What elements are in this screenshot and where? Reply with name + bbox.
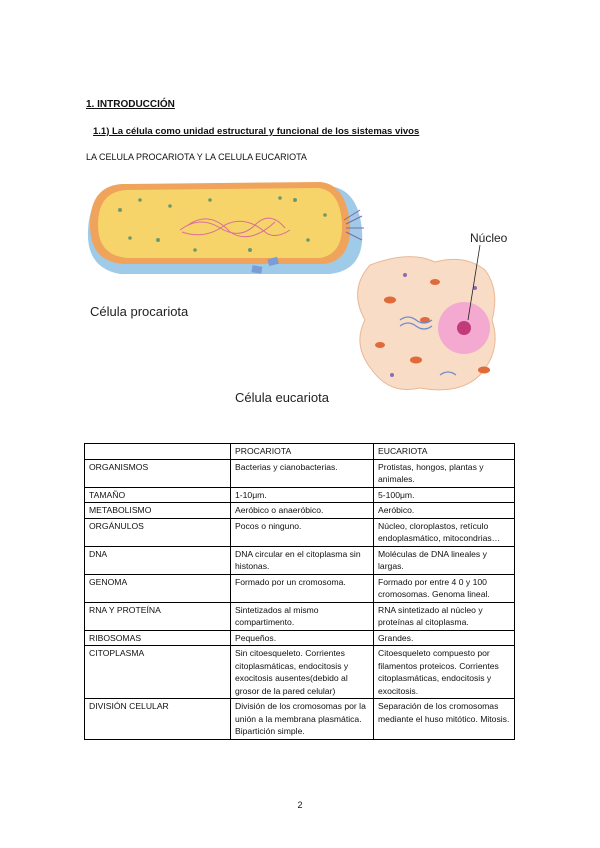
nucleus-label: Núcleo (470, 231, 508, 245)
page-number: 2 (297, 800, 303, 810)
comparison-table (84, 443, 515, 740)
table-cell: Formado por entre 4 0 y 100 cromosomas. Genoma lineal. (374, 574, 515, 602)
table-cell: Protistas, hongos, plantas y animales. (374, 459, 515, 487)
table-cell: GENOMA (85, 574, 231, 602)
table-row (85, 699, 515, 740)
table-row (85, 630, 515, 646)
table-cell: ORGÁNULOS (85, 518, 231, 546)
table-cell: 5-100μm. (374, 487, 515, 503)
table-cell: Separación de los cromosomas mediante el huso mitótico. Mitosis. (374, 699, 515, 740)
table-cell: Aeróbico o anaeróbico. (231, 503, 374, 519)
table-cell: DIVISIÓN CELULAR (85, 699, 231, 740)
table-cell: CITOPLASMA (85, 646, 231, 699)
table-row (85, 602, 515, 630)
table-cell: RNA Y PROTEÍNA (85, 602, 231, 630)
table-cell: Pocos o ninguno. (231, 518, 374, 546)
table-header-cell: PROCARIOTA (231, 444, 374, 460)
comparison-table-body (85, 444, 515, 740)
table-header-row (85, 444, 515, 460)
table-cell: Citoesqueleto compuesto por filamentos proteicos. Corrientes citoplasmáticas, endocitosis y exocitosis. (374, 646, 515, 699)
table-cell: TAMAÑO (85, 487, 231, 503)
table-row (85, 574, 515, 602)
table-header-cell (85, 444, 231, 460)
table-cell: Moléculas de DNA lineales y largas. (374, 546, 515, 574)
table-cell: Núcleo, cloroplastos, retículo endoplasmático, mitocondrias… (374, 518, 515, 546)
table-cell: RIBOSOMAS (85, 630, 231, 646)
subsection-heading: 1.1) La célula como unidad estructural y funcional de los sistemas vivos (93, 126, 420, 137)
table-cell: DNA circular en el citoplasma sin histonas. (231, 546, 374, 574)
cell-illustration (80, 170, 520, 410)
table-cell: Aeróbico. (374, 503, 515, 519)
eukaryote-label: Célula eucariota (235, 390, 329, 405)
prokaryote-cell (88, 182, 364, 274)
section-heading: 1. INTRODUCCIÓN (86, 99, 175, 110)
table-row (85, 518, 515, 546)
table-row (85, 546, 515, 574)
table-cell: Sintetizados al mismo compartimento. (231, 602, 374, 630)
table-cell: Bacterias y cianobacterias. (231, 459, 374, 487)
table-row (85, 459, 515, 487)
table-cell: DNA (85, 546, 231, 574)
table-cell: METABOLISMO (85, 503, 231, 519)
table-row (85, 646, 515, 699)
table-cell: Grandes. (374, 630, 515, 646)
figure-caption: LA CELULA PROCARIOTA Y LA CELULA EUCARIOTA (86, 152, 307, 162)
eukaryote-cell (358, 245, 496, 390)
table-cell: Formado por un cromosoma. (231, 574, 374, 602)
table-cell: 1-10μm. (231, 487, 374, 503)
table-cell: ORGANISMOS (85, 459, 231, 487)
table-row (85, 487, 515, 503)
table-row (85, 503, 515, 519)
prokaryote-label: Célula procariota (90, 304, 189, 319)
table-cell: Sin citoesqueleto. Corrientes citoplasmáticas, endocitosis y exocitosis ausentes(debido al grosor de la pared celular) (231, 646, 374, 699)
table-header-cell: EUCARIOTA (374, 444, 515, 460)
table-cell: RNA sintetizado al núcleo y proteínas al citoplasma. (374, 602, 515, 630)
table-cell: Pequeños. (231, 630, 374, 646)
table-cell: División de los cromosomas por la unión a la membrana plasmática. Bipartición simple. (231, 699, 374, 740)
